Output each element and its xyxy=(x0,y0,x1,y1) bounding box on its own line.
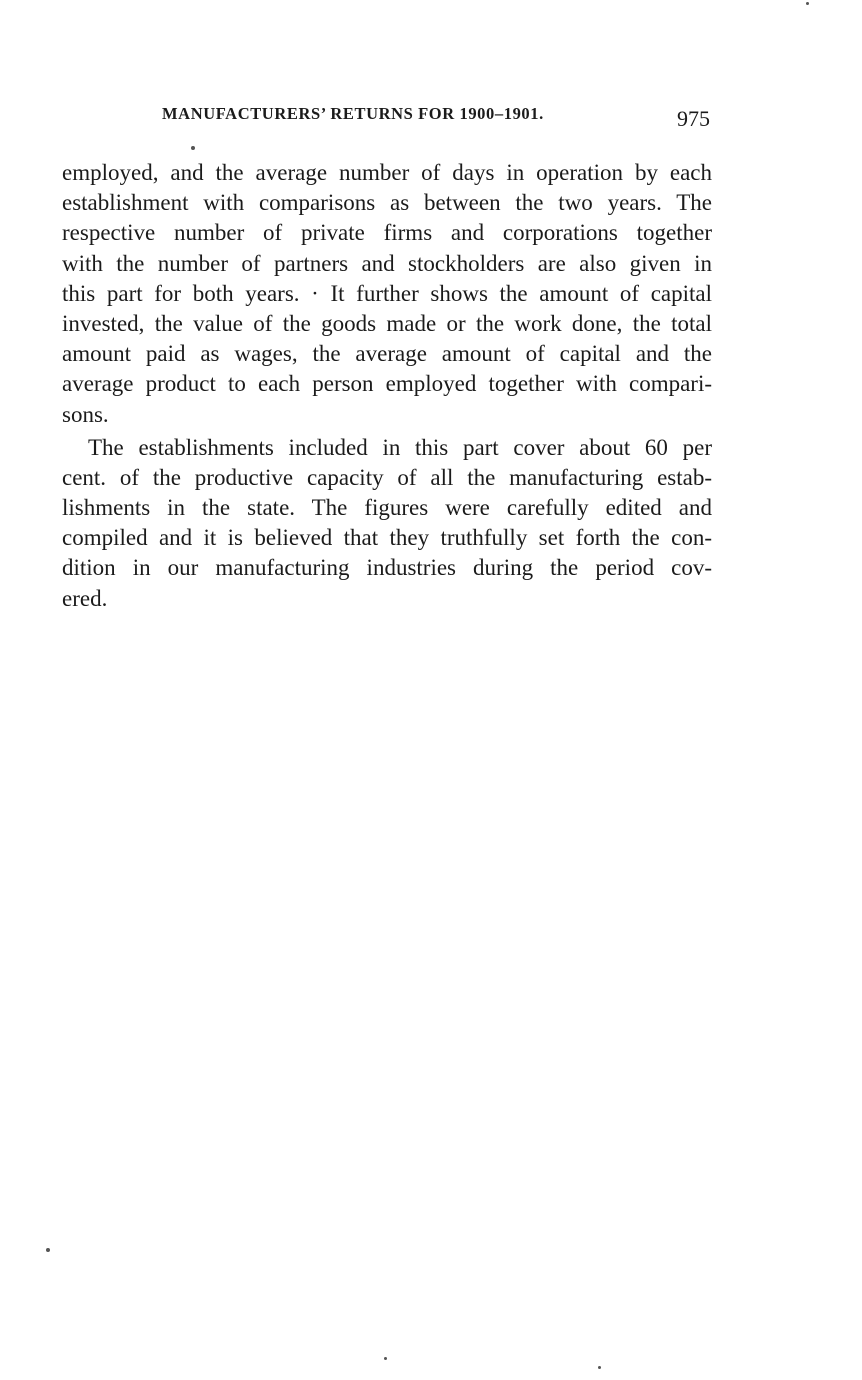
paragraph xyxy=(62,433,712,614)
text-line: with the number of partners and stockholders are also given in xyxy=(62,250,712,276)
scan-speck xyxy=(384,1357,387,1360)
text-line: cent. of the productive capacity of all the manufacturing estab- xyxy=(62,464,712,490)
body-text xyxy=(62,158,712,614)
text-line: amount paid as wages, the average amount of capital and the xyxy=(62,341,712,367)
text-line: ered. xyxy=(62,585,108,611)
text-line: employed, and the average number of days in operation by each xyxy=(62,160,712,185)
paragraph xyxy=(62,158,712,430)
text-line: respective number of private firms and corporations together xyxy=(62,220,712,246)
text-line: The establishments included in this part cover about 60 per xyxy=(88,434,712,460)
scan-speck xyxy=(46,1248,50,1252)
text-line: lishments in the state. The figures were carefully edited and xyxy=(62,495,712,521)
text-line: sons. xyxy=(62,401,109,427)
text-line: compiled and it is believed that they truthfully set forth the con- xyxy=(62,525,712,551)
text-line: establishment with comparisons as between the two years. The xyxy=(62,190,712,216)
running-head xyxy=(62,100,712,130)
text-line: average product to each person employed together with compari- xyxy=(62,371,712,397)
scan-speck xyxy=(806,2,809,5)
text-line: invested, the value of the goods made or the work done, the total xyxy=(62,310,712,336)
running-title: MANUFACTURERS’ RETURNS FOR 1900–1901. xyxy=(162,104,544,123)
scan-speck xyxy=(191,146,195,150)
text-line: this part for both years. · It further shows the amount of capital xyxy=(62,280,712,306)
text-line: dition in our manufacturing industries during the period cov- xyxy=(62,555,712,581)
scan-speck xyxy=(598,1366,601,1369)
page-number: 975 xyxy=(677,106,710,131)
